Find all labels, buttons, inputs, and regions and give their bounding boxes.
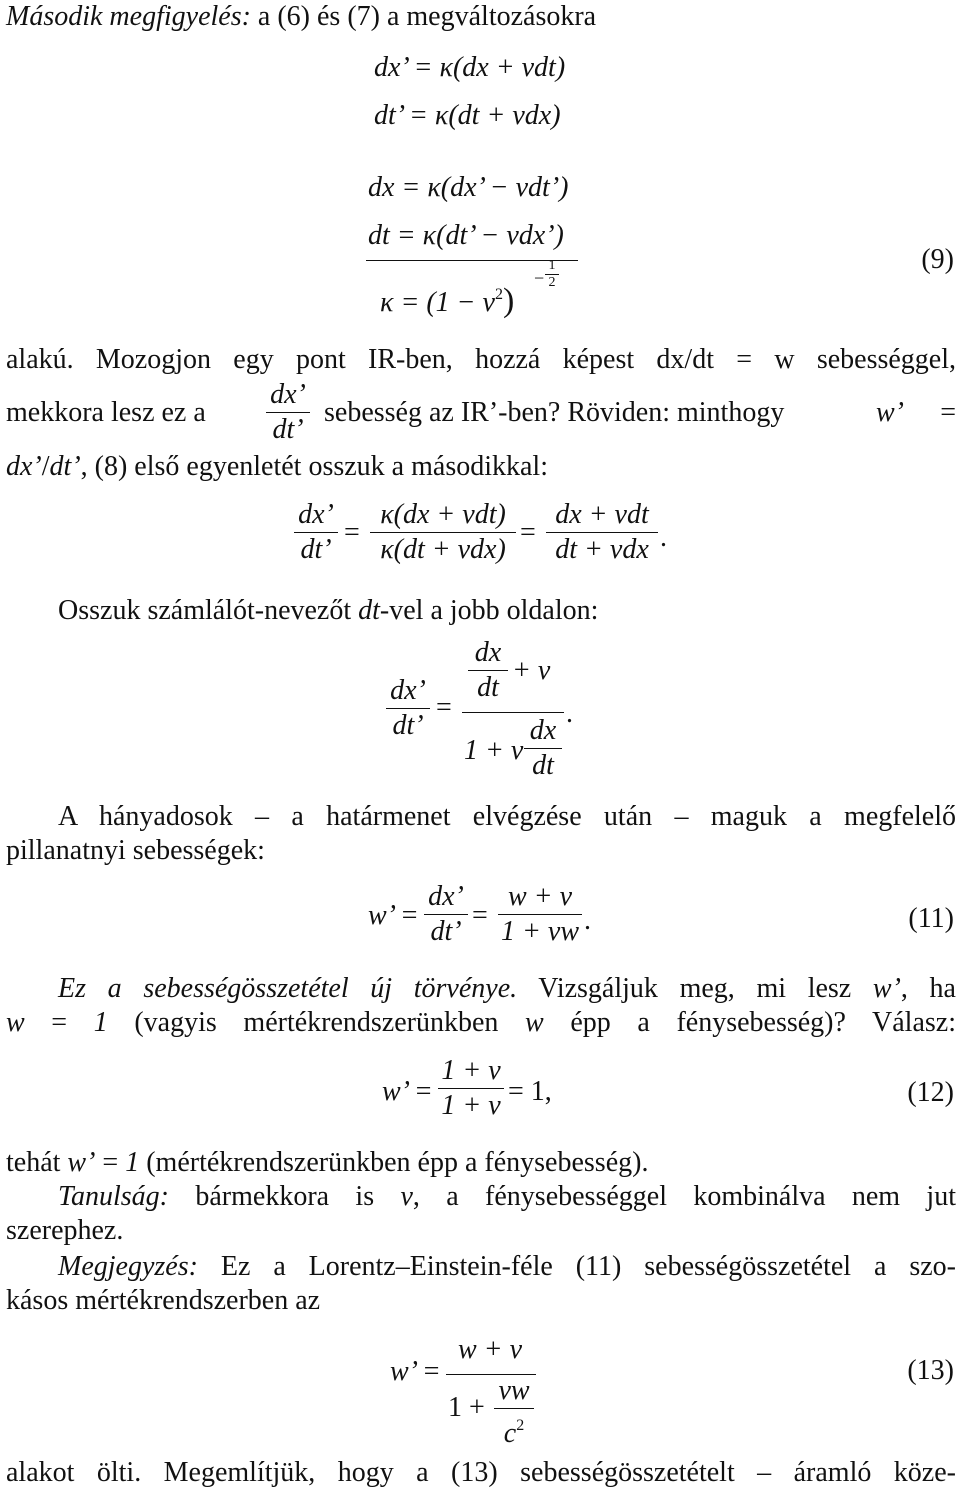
eq11-frac2-num: w + v: [508, 881, 572, 912]
eq11-frac1-den: dt’: [430, 916, 462, 947]
eq-dx-prime: dx’ = κ(dx + vdt): [374, 52, 566, 83]
p4-rest: -vel a jobb oldalon:: [379, 595, 599, 626]
frac2-top-dt: dt: [477, 672, 499, 703]
eq11-period: .: [584, 905, 591, 936]
frac2-bottom-inner: [524, 714, 562, 783]
p9-eq: =: [95, 1147, 126, 1178]
paragraph-line-1: alakú. Mozogjon egy pont IR-ben, hozzá képest dx/dt = w sebességgel,: [6, 344, 956, 375]
frac1-left: [294, 498, 338, 567]
paragraph-line-14: alakot ölti. Megemlítjük, hogy a (13) sebességösszetételt – áramló köze-: [6, 1457, 956, 1488]
eq-tag-13: (13): [907, 1355, 954, 1386]
eq-dx: dx = κ(dx’ − vdt’): [368, 172, 569, 203]
p12-rest: Ez a Lorentz–Einstein-féle (11) sebességösszetétel a szo-: [197, 1251, 956, 1282]
eq12-frac: [438, 1054, 504, 1123]
frac2-top-dx: dx: [474, 637, 502, 668]
eq12-frac-num: 1 + v: [441, 1055, 501, 1086]
paragraph-line-9: [6, 1146, 956, 1180]
p4-dt: dt: [358, 595, 380, 626]
eq-tag-9: (9): [921, 244, 954, 275]
frac2-eq: =: [436, 692, 452, 723]
eq-kappa: [380, 282, 514, 320]
frac1-right: [546, 498, 658, 567]
inline-fraction-dxp-dtp: [266, 378, 310, 447]
kappa-base: κ = (1 − v: [380, 287, 495, 318]
p10-mid: bármekkora is: [169, 1181, 401, 1212]
p8-mid: (vagyis mértékrendszerünkben: [107, 1007, 526, 1038]
inline-frac-num: dx’: [270, 379, 306, 410]
eq13-numerator: w + v: [458, 1334, 522, 1365]
frac2-bottom-dx: dx: [529, 715, 557, 746]
p9-start: tehát: [6, 1147, 68, 1178]
eq13-inner-fraction: [494, 1374, 534, 1451]
frac1-mid-num: κ(dx + vdt): [380, 499, 506, 530]
paragraph-line-4: [58, 594, 956, 628]
eq12-result: = 1,: [508, 1076, 552, 1107]
paragraph-line-13: kásos mértékrendszerben az: [6, 1285, 321, 1316]
p3-dxp: dx’: [6, 451, 42, 482]
p7-law: Ez a sebességösszetétel új törvénye.: [58, 973, 518, 1004]
p3-rest: , (8) első egyenletét osszuk a másodikkal:: [80, 451, 548, 482]
label-second-observation: Második megfigyelés:: [6, 1, 251, 32]
p4-start: Osszuk számlálót-nevezőt: [58, 595, 359, 626]
eq12-frac-den: 1 + v: [441, 1090, 501, 1121]
frac1-eq2: =: [520, 517, 536, 548]
eq11-frac1-num: dx’: [428, 881, 464, 912]
p2-wprime: w’: [876, 397, 904, 428]
intro-text: a (6) és (7) a megváltozásokra: [250, 1, 597, 32]
p2-equals: =: [940, 397, 956, 428]
frac1-middle: [370, 498, 516, 567]
eq-tag-12: (12): [907, 1077, 954, 1108]
paragraph-line-5: A hányadosok – a határmenet elvégzése után – maguk a megfelelő: [58, 801, 956, 832]
eq13-one-plus: 1 +: [448, 1392, 485, 1423]
eq13-inner-num: vw: [498, 1375, 530, 1406]
paragraph-line-2-cont: [324, 396, 956, 430]
eq11-eq: =: [472, 900, 488, 931]
frac2-one-plus-v: 1 + v: [464, 735, 524, 766]
frac2-main-bar: [462, 712, 564, 713]
inline-frac-den: dt’: [272, 414, 304, 445]
frac1-right-den: dt + vdx: [555, 534, 649, 565]
eq-dt: dt = κ(dt’ − vdx’): [368, 220, 564, 251]
eq13-c-square: 2: [516, 1417, 525, 1434]
kappa-square: 2: [494, 286, 503, 303]
kappa-exp-den: 2: [548, 275, 556, 290]
eq11-frac2-den: 1 + vw: [501, 916, 579, 947]
p8-one: 1: [93, 1007, 108, 1038]
frac2-left: [386, 674, 430, 743]
frac1-left-den: dt’: [300, 534, 332, 565]
frac2-plus-v: + v: [512, 655, 551, 686]
paragraph-line-6: pillanatnyi sebességek:: [6, 835, 265, 866]
label-note: Megjegyzés:: [58, 1251, 198, 1282]
p8-end: épp a fénysebesség)? Válasz:: [543, 1007, 956, 1038]
p9-end: (mértékrendszerünkben épp a fénysebesség).: [139, 1147, 649, 1178]
frac1-mid-den: κ(dt + vdx): [380, 534, 506, 565]
frac2-top-inner: [468, 636, 508, 705]
eq11-frac1: [424, 880, 468, 949]
paragraph-line-11: szerephez.: [6, 1215, 124, 1246]
p7-mid: Vizsgáljuk meg, mi lesz: [517, 973, 873, 1004]
frac1-right-num: dx + vdt: [555, 499, 649, 530]
kappa-close-paren: ): [502, 282, 515, 319]
paragraph-line-8: [6, 1006, 956, 1040]
frac1-eq1: =: [344, 517, 360, 548]
eq-dt-prime: dt’ = κ(dt + vdx): [374, 100, 561, 131]
frac2-bottom-dt: dt: [532, 750, 554, 781]
p9-one: 1: [125, 1147, 140, 1178]
kappa-exp-minus: −: [534, 268, 545, 288]
p8-eq: =: [24, 1007, 94, 1038]
eq13-wprime: w’ =: [390, 1356, 441, 1387]
eq13-c: c: [503, 1418, 517, 1449]
paragraph-line-3: [6, 450, 956, 484]
p10-v: v: [400, 1181, 413, 1212]
p3-slash: /: [41, 451, 50, 482]
paragraph-line-12: [58, 1250, 956, 1284]
p3-dtp: dt’: [49, 451, 81, 482]
eq11-frac2: [498, 880, 582, 949]
label-lesson: Tanulság:: [58, 1181, 170, 1212]
paragraph-line-7: [58, 972, 956, 1006]
frac1-period: .: [660, 522, 667, 553]
kappa-exp-num: 1: [548, 258, 556, 273]
p7-wprime: w’: [872, 973, 901, 1004]
p7-end: , ha: [900, 973, 956, 1004]
p8-w2: w: [525, 1007, 544, 1038]
frac1-left-num: dx’: [298, 499, 334, 530]
paragraph-intro: [6, 0, 956, 34]
p2-start: mekkora lesz ez a: [6, 397, 206, 428]
frac2-period: .: [566, 698, 573, 729]
kappa-exponent-fraction: [545, 258, 559, 291]
eq11-wprime: w’ =: [368, 900, 419, 931]
eq12-wprime: w’ =: [382, 1076, 433, 1107]
p2-middle: sebesség az IR’-ben? Röviden: minthogy: [324, 397, 785, 428]
eq13-inner-den: [494, 1409, 534, 1451]
p9-wprime: w’: [67, 1147, 96, 1178]
frac2-left-den: dt’: [392, 710, 424, 741]
paragraph-line-10: [58, 1180, 956, 1214]
eq-tag-11: (11): [908, 903, 954, 934]
p8-w: w: [6, 1007, 25, 1038]
p10-end: , a fénysebességgel kombinálva nem jut: [412, 1181, 956, 1212]
frac2-left-num: dx’: [390, 675, 426, 706]
